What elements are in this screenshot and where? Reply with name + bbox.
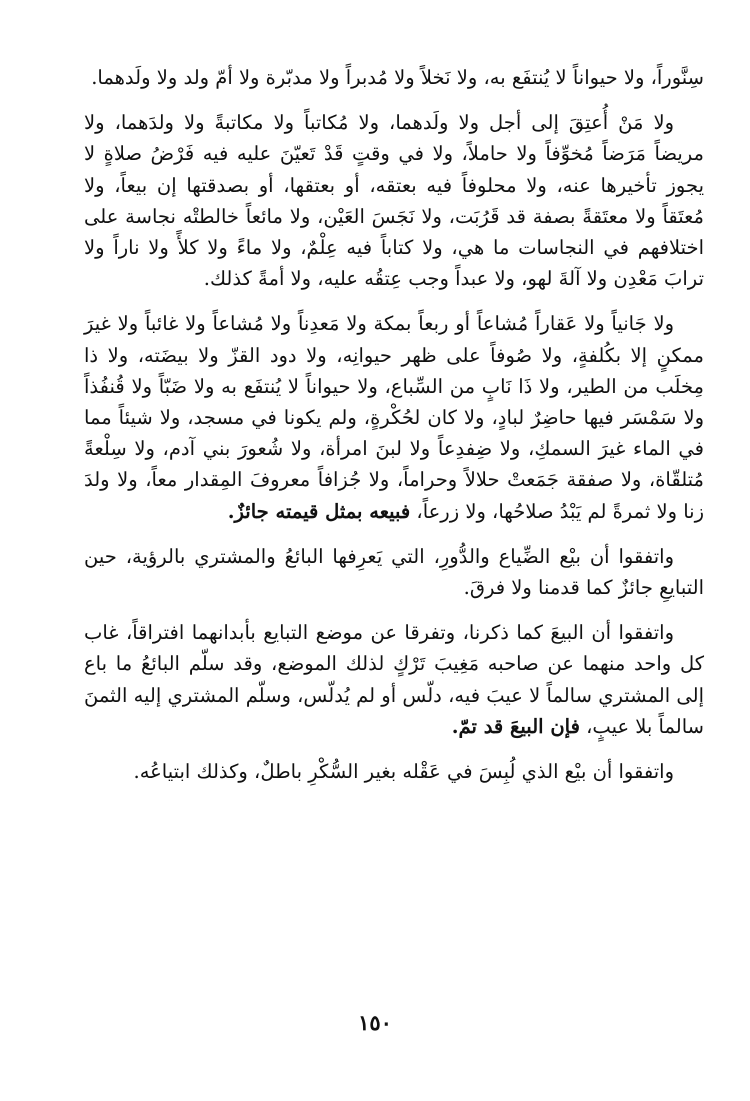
- page-number: ١٥٠: [358, 1010, 392, 1035]
- page-body: [84, 62, 704, 801]
- paragraph-text: واتفقوا أن بيْع الضِّياع والدُّورِ، التي يَعرِفها البائعُ والمشتري بالرؤية، حين التبايعِ جائزٌ كما قدمنا ولا فرقَ.: [84, 544, 704, 600]
- paragraph-text: ولا مَنْ أُعتِقَ إلى أجل ولا ولَدهما، ولا مُكاتباً ولا مكاتبةً ولا ولدَهما، ولا مريضاً مَرَضاً مُخوِّفاً ولا حاملاً، ولا في وقتٍ قَدْ تَعيّنَ عليه فيه فَرْضُ صلاةٍ لا يجوز تأخيرها عنه، ولا محلوفاً فيه بعتقه، أو بعتقها، أو بصدقتها إن بيعاً، ولا مُعتَقاً ولا معتَقةً بصفة قد قَرُبَت، ولا نَجَسَ العَيْن، ولا مائعاً خالطتْه نجاسة على اختلافهم في النجاسات ما هي، ولا كتاباً فيه عِلْمٌ، ولا ماءً ولا كلأً ولا ناراً ولا ترابَ مَعْدِن ولا آلةَ لهو، ولا عبداً وجب عِتقُه عليه، ولا أمةً كذلك.: [84, 111, 704, 291]
- paragraph-text: واتفقوا أن بيْع الذي لُبِسَ في عَقْله بغير السُّكْرِ باطلٌ، وكذلك ابتياعُه.: [133, 760, 674, 784]
- paragraph-text: سِنَّوراً، ولا حيواناً لا يُنتفَع به، ولا نَخلاً ولا مُدبراً ولا مدبّرة ولا أمّ ولد ولا ولَدهما.: [91, 66, 704, 89]
- paragraph: [84, 308, 704, 526]
- paragraph: [84, 756, 704, 787]
- paragraph-bold-text: فإن البيعَ قد تمّ.: [451, 714, 580, 738]
- paragraph-text: واتفقوا أن البيعَ كما ذكرنا، وتفرقا عن موضع التبايع بأبدانهما افتراقاً، غاب كل واحد منهما عن صاحبه مَغِيبَ تَرْكٍ لذلك الموضع، وقد سلّم البائعُ ما باع إلى المشتري سالماً لا عيبَ فيه، دلّس أو لم يُدلّس، وسلّم المشتري إليه الثمنَ سالماً بلا عيبٍ،: [84, 621, 704, 738]
- paragraph: [84, 617, 704, 742]
- paragraph: [84, 107, 704, 294]
- paragraph-text: ولا جَانياً ولا عَقاراً مُشاعاً أو ربعاً بمكة ولا مَعدِناً ولا مُشاعاً ولا غائباً ولا غيرَ ممكنٍ إلا بكُلفةٍ، ولا صُوفاً على ظهر حيوانِه، ولا دود القزّ ولا بيضَته، ولا ذا مِخلَب من الطير، ولا ذَا نَابٍ من السِّباع، ولا حيواناً لا يُنتفَع به ولا ضَبّاً ولا قُنفُذاً ولا سَمْسَر فيها حاضِرٌ لبادٍ، ولا كان لحُكْرةٍ، ولم يكونا في مسجد، ولا شيئاً مما في الماء غيرَ السمكِ، ولا ضِفدِعاً ولا لبنَ امرأة، ولا شُعورَ بني آدم، ولا سِلْعةً مُتلقّاة، ولا صفقة جَمَعتْ حلالاً وحراماً، ولا جُزافاً معروفَ المِقدار معاً، ولا ولدَ زنا ولا ثمرةً لم يَبْدُ صلاحُها، ولا زرعاً،: [84, 312, 704, 523]
- paragraph: [84, 541, 704, 603]
- paragraph: [84, 62, 704, 93]
- paragraph-bold-text: فبيعه بمثل قيمته جائزٌ.: [227, 499, 411, 523]
